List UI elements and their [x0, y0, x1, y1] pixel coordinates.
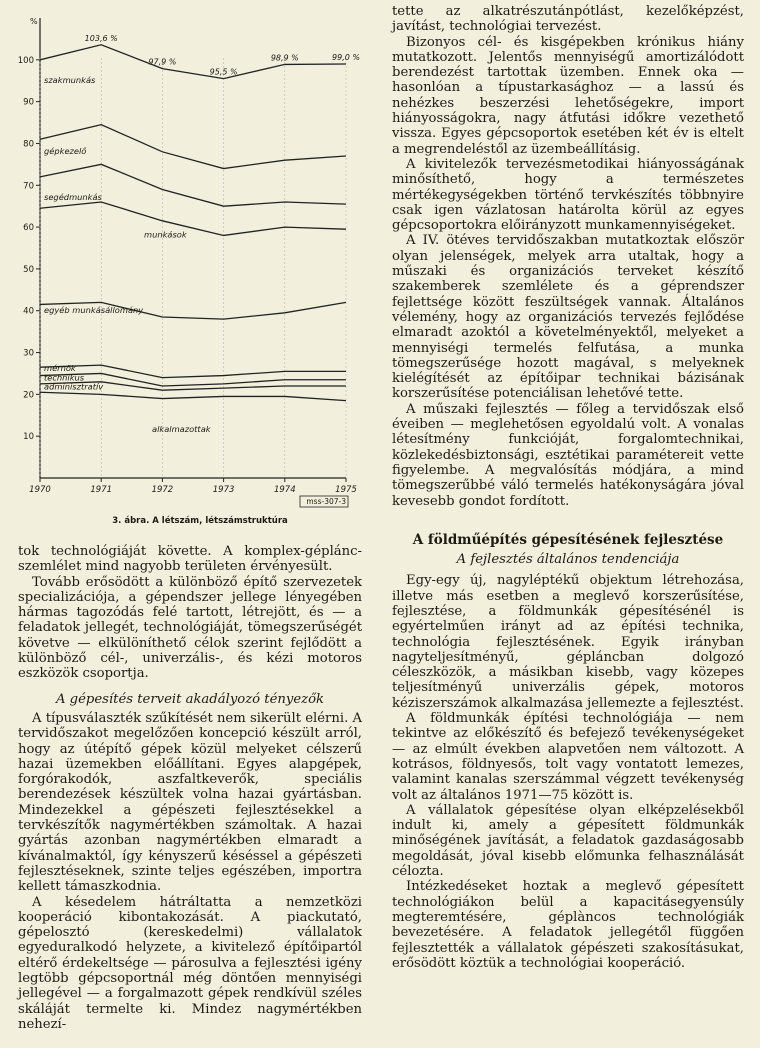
y-tick-label: 90: [23, 97, 34, 108]
y-tick-label: 20: [23, 390, 34, 401]
x-tick-label: 1975: [335, 485, 357, 495]
data-label: 95,5 %: [209, 67, 238, 77]
paragraph: A földmunkák építési technológiája — nem tekintve az előkészítő és befejező tevékenységeket — az elmúlt években alapvetően nem változott. A kotrásos, földnyesős, tolt vagy vontatott lemezes, valamint kanalas szerszámmal végzett tevékenység volt az általános 1971—75 között is.: [392, 711, 744, 803]
y-tick-label: 10: [23, 432, 34, 443]
series-region-label: adminisztratív: [44, 381, 104, 392]
left-column-text: [18, 544, 362, 1032]
right-column-text: [392, 4, 744, 971]
series-region-label: munkások: [144, 229, 187, 240]
x-tick-label: 1971: [90, 485, 113, 495]
x-tick-label: 1970: [29, 485, 51, 495]
chart-labels: [44, 34, 360, 507]
y-tick-label: 30: [23, 348, 34, 359]
y-tick-label: 60: [23, 223, 34, 234]
series-line: [40, 392, 346, 400]
data-label: 97,9 %: [148, 57, 177, 67]
y-tick-label: 40: [23, 306, 34, 317]
paragraph: A vállalatok gépesítése olyan elképzelésekből indult ki, amely a gépesített földmunkák minőségének javítását, a feladatok gazdaságosabb megoldását, jóval kisebb előmunka felhasználását célozta.: [392, 802, 744, 880]
paragraph: tette az alkatrészutánpótlást, kezelőképzést, javítást, technológiai tervezést.: [392, 4, 744, 35]
series-region-label: segédmunkás: [44, 191, 102, 202]
series-region-label: mérnök: [44, 362, 76, 373]
y-tick-label: 70: [23, 181, 34, 192]
paragraph: Tovább erősödött a különböző építő szervezetek specializációja, a gépendszer jellege lényegében hármas tagozódás felé tartott, létrejött, és — a feladatok jellegét, technológiáját, tömegszerűségét követve — elkülöníthető célok szerint fejlődött a különböző cél-, univerzális-, és kézi motoros eszközök csoportja.: [18, 574, 362, 682]
paragraph: tok technológiáját követte. A komplex-gépláncszemlélet mind nagyobb területen érvényesült.: [18, 544, 362, 575]
x-tick-label: 1974: [273, 485, 296, 495]
paragraph: A típusválaszték szűkítését nem sikerült elérni. A tervidőszakot megelőzően koncepció készült arról, hogy az útépítő gépek közül melyeket célszerű hazai üzemekben előállítani. Egyes alapgépek, forgórakodók, aszfaltkeverők, speciális berendezések készültek volna hazai gyártásban. Mindezekkel a gépészeti fejlesztésekkel a tervkészítők nagymértékben számoltak. A hazai gyártás azonban nagymértékben elmaradt a kívánalmaktól, így kényszerű késéssel a gépészeti fejlesztéseknek, szinte teljes egészében, importra kellett támaszkodnia.: [18, 710, 362, 895]
y-unit-label: %: [30, 17, 38, 26]
chart-axes: [40, 18, 346, 478]
series-region-label: szakmunkás: [44, 74, 96, 85]
series-line: [40, 362, 346, 378]
data-label: 103,6 %: [84, 33, 118, 43]
paragraph: A késedelem hátráltatta a nemzetközi kooperáció kibontakozását. A piackutató, gépelosztó (kereskedelmi) vállalatok egyeduralkodó helyzete, a kivitelező építőipartól eltérő érdekeltsége — párosulva a fejlesztési igény legtöbb gépcsoportnál még döntően mennyiségi jellegével — a forgalmazott gépek rendkívül széles skáláját termelte ki. Mindez nagymértékben nehezí-: [18, 894, 362, 1032]
series-line: [40, 45, 346, 79]
data-label: 99,0 %: [332, 53, 360, 62]
series-region-label: technikus: [44, 372, 85, 383]
figure-stamp: mss-307-3: [306, 497, 346, 506]
y-tick-label: 80: [23, 139, 34, 150]
section-heading: A földműépítés gépesítésének fejlesztése: [412, 531, 724, 548]
series-line: [40, 202, 346, 235]
paragraph: A IV. ötéves tervidőszakban mutatkoztak először olyan jelenségek, melyek arra utaltak, hogy a műszaki és organizációs terveket készítő szakemberek szemlélete és a géprendszer fejlettsége között feszültségek vannak. Általános vélemény, hogy az organizációs tervezés fejlődése elmaradt azoktól a követelményektől, melyeket a mennyiségi termelés felfutása, a munka tömegszerűsége hozott magával, s melyeknek kielégítését az építőipar technikai bázisának korszerűsítése potenciálisan lehetővé tette.: [392, 233, 744, 402]
series-region-label: egyéb munkásállomány: [44, 304, 144, 315]
x-tick-label: 1972: [151, 485, 174, 495]
series-region-label: alkalmazottak: [152, 424, 211, 434]
figure-caption: 3. ábra. A létszám, létszámstruktúra: [112, 516, 288, 526]
paragraph: A kivitelezők tervezésmetodikai hiányosságának minősíthető, hogy a természetes mértékegységekben történő tervkészítés többnyire csak igen vázlatosan határolta körül az egyes gépcsoportokra előirányzott munkamennyiségeket.: [392, 156, 744, 234]
paragraph: Bizonyos cél- és kisgépekben krónikus hiány mutatkozott. Jelentős mennyiségű amortizálódott berendezést tartottak üzemben. Ennek oka — hasonlóan a típustarkasághoz — a lassú és nehézkes beszerzési lehetőségekre, import hiányosságokra, nagy átfutási időkre vezethető vissza. Egyes gépcsoportok esetében két év is eltelt a megrendeléstől az üzembeállításig.: [392, 34, 744, 157]
y-tick-label: 50: [23, 264, 34, 275]
y-tick-label: 100: [17, 55, 34, 66]
workforce-chart: [14, 8, 366, 520]
section-subheading: A fejlesztés általános tendenciája: [456, 552, 680, 568]
paragraph: Intézkedéseket hoztak a meglevő gépesített technológiákon belül a kapacitásegyensúly megteremtésére, géplàncos technológiák bevezetésére. A feladatok jellegétől függően fejlesztették a vállalatok gépészeti szakosításukat, erősödött köztük a technológiai kooperáció.: [392, 879, 744, 971]
x-tick-label: 1973: [212, 485, 235, 495]
paragraph: Egy-egy új, nagyléptékű objektum létrehozása, illetve más esetben a meglevő korszerűsítése, fejlesztése, a földmunkák gépesítésénél is egyértelműen irányt ad az építési technika, technológia fejlesztésének. Egyik irányban nagyteljesítményű, gépláncban dolgozó céleszközök, a másikban kisebb, vagy közepes teljesítményű univerzális gépek, motoros kéziszerszámok alkalmazása jellemezte a fejlesztést.: [392, 573, 744, 711]
series-region-label: gépkezelő: [44, 145, 87, 156]
data-label: 98,9 %: [270, 53, 299, 63]
chart-series: [40, 45, 346, 401]
section-subheading: A gépesítés terveit akadályozó tényezők: [55, 691, 325, 707]
paragraph: A műszaki fejlesztés — főleg a tervidőszak első éveiben — meglehetősen egyoldalú volt. A vonalas létesítmény funkcióját, forgalomtechnikai, közlekedésbiztonsági, esztétikai paramétereit vette figyelembe. A megvalósítás módjára, a mind tömegszerűbbé váló termelés hatékonyságára jóval kevesebb gondot fordított.: [392, 401, 744, 509]
